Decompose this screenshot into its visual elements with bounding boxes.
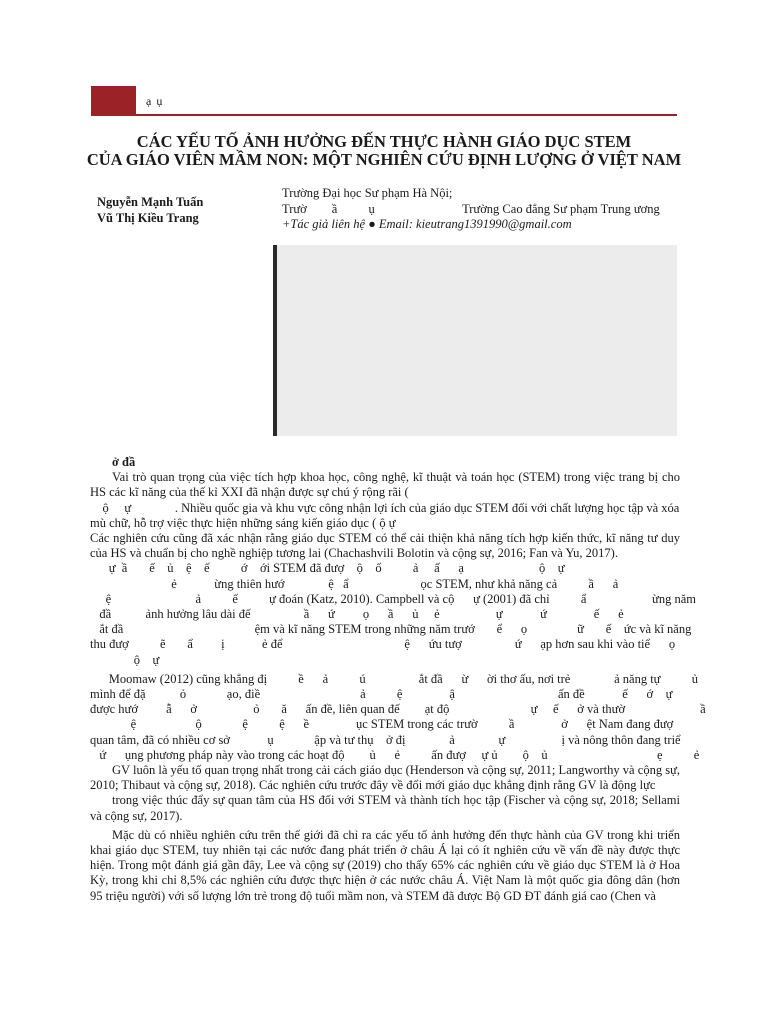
running-header: ạ ụ: [146, 94, 164, 108]
body-paragraph: Các nghiên cứu cũng đã xác nhận rằng giáo dục STEM có thể cải thiện khả năng tích hợp kiến thức, kĩ năng tư duy của HS và chuẩn bị cho nghề nghiệp tương lai (Chachashvili Bolotin và cộng sự, 2016; Fan và Yu, 2017).: [90, 531, 680, 561]
body-paragraph: quan tâm, đã có nhiều cơ sở ụ ập và tư thụ ở đị ả ự ị và nông thôn đang triể: [90, 732, 681, 747]
body-paragraph: ệ ả ế ự đoán (Katz, 2010). Campbell và cộ ự (2001) đã chỉ ẩ ừng năm: [90, 591, 696, 606]
article-body: [90, 455, 706, 904]
affiliations: [282, 186, 660, 233]
body-paragraph: ắt đầ ệm và kĩ năng STEM trong những năm trướ ể ọ ữ ế ức và kĩ năng: [90, 622, 692, 637]
body-paragraph: GV luôn là yếu tố quan trọng nhất trong cải cách giáo dục (Henderson và cộng sự, 2011; Langworthy và cộng sự, 2010; Thibaut và cộng sự, 2018). Các nghiên cứu trước đây về đổi mới giáo dục khẳng định rằng GV là động lực: [90, 763, 680, 793]
section-heading: ở đầ: [112, 455, 136, 469]
body-paragraph: mù chữ, hỗ trợ việc thực hiện những sáng kiến giáo dục ( ộ ự: [90, 515, 396, 530]
body-paragraph: thu đượ ẽ ẩ ị ẻ để ệ ứu tượ ứ ạp hơn sau khi vào tiể ọ: [90, 637, 676, 652]
author-list: [97, 194, 203, 226]
body-paragraph: Vai trò quan trọng của việc tích hợp khoa học, công nghệ, kĩ thuật và toán học (STEM) trong việc trang bị cho HS các kĩ năng của thế kỉ XXI đã nhận được sự chú ý rộng rãi (: [90, 470, 680, 500]
abstract-box: [273, 245, 677, 436]
header-color-block: [91, 86, 136, 116]
paragraph-container: [90, 470, 706, 904]
body-paragraph: được hướ ẫ ở ỏ ă ấn đề, liên quan đế ạt độ ự ế ở và thườ ầ: [90, 702, 706, 717]
header-rule: [136, 114, 677, 116]
body-paragraph: ẻ ừng thiên hướ ệ ẩ ọc STEM, như khả năng cả ầ ả: [90, 576, 619, 591]
article-title-line-1: CÁC YẾU TỐ ẢNH HƯỞNG ĐẾN THỰC HÀNH GIÁO DỤC STEM: [136, 132, 632, 151]
body-paragraph: đầ ảnh hưởng lâu dài đế ầ ứ ọ ầ ủ ẻ ự ứ ế ẻ: [90, 607, 624, 622]
body-paragraph: ộ ự . Nhiều quốc gia và khu vực công nhận lợi ích của giáo dục STEM đối với chất lượng học tập và xóa: [90, 500, 680, 515]
article-title-line-2: CỦA GIÁO VIÊN MẦM NON: MỘT NGHIÊN CỨU ĐỊNH LƯỢNG Ở VIỆT NAM: [86, 150, 682, 169]
author-name: Nguyễn Mạnh Tuấn: [97, 195, 204, 209]
body-paragraph: Moomaw (2012) cũng khẳng đị ề ả ú ắt đầ ừ ời thơ ấu, nơi trẻ ả năng tự ủ: [90, 671, 698, 686]
affiliation-line: Trườ ầ ụ Trường Cao đẳng Sư phạm Trung ương: [282, 201, 660, 216]
body-paragraph: Mặc dù có nhiều nghiên cứu trên thế giới đã chỉ ra các yếu tố ảnh hưởng đến thực hành của GV trong khi triển khai giáo dục STEM, tuy nhiên tại các nước đang phát triển ở châu Á lại có ít nghiên cứu về vấn đề này được thực hiện. Trong một đánh giá gần đây, Lee và cộng sự (2019) cho thấy 65% các nghiên cứu về giáo dục STEM là ở Hoa Kỳ, trong khi chỉ 8,5% các nghiên cứu được thực hiện ở các nước châu Á. Việt Nam là một quốc gia đông dân (hơn 95 triệu người) với số lượng lớn trẻ trong độ tuổi mầm non, và STEM đã được Bộ GD ĐT đánh giá cao (Chen và: [90, 827, 680, 903]
body-paragraph: trong việc thúc đẩy sự quan tâm của HS đối với STEM và thành tích học tập (Fischer và cộng sự, 2018; Sellami và cộng sự, 2017).: [90, 793, 680, 823]
body-paragraph: ộ ự: [90, 652, 160, 667]
contact-line: [282, 217, 660, 233]
body-paragraph: mình để đặ ỏ ạo, điề ả ệ ậ ấn đề ế ớ ự: [90, 687, 673, 702]
author-name: Vũ Thị Kiều Trang: [97, 211, 199, 225]
contact-prefix: +Tác giả liên hệ ● Email:: [282, 217, 417, 231]
author-email-link[interactable]: kieutrang1391990@gmail.com: [416, 217, 572, 231]
body-paragraph: ứ ụng phương pháp này vào trong các hoạt độ ủ ẻ ấn đượ ự ủ ộ ủ ẹ ẻ: [90, 747, 700, 762]
body-paragraph: ệ ộ ệ ệ ề ục STEM trong các trườ ầ ở ệt Nam đang đượ: [90, 717, 674, 732]
body-paragraph: ự ầ ế ủ ệ ế ớ ới STEM đã đượ ộ ố ả ấ ạ ộ ự: [90, 561, 565, 576]
affiliation-line: Trường Đại học Sư phạm Hà Nội;: [282, 186, 453, 200]
